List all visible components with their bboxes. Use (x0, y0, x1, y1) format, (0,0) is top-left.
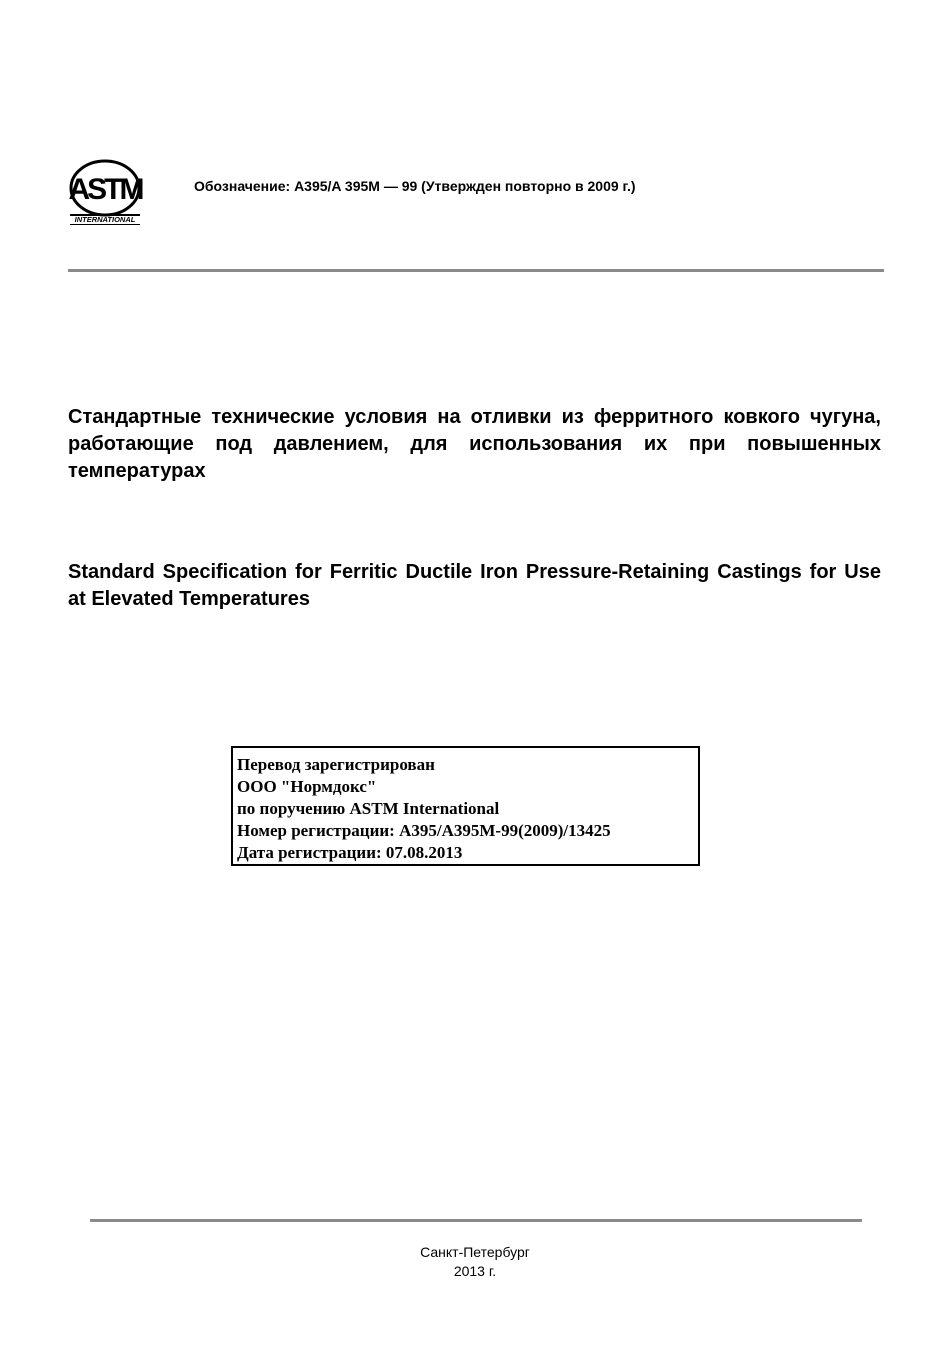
logo-letters: ASTM (68, 173, 142, 206)
footer-year: 2013 г. (453, 1263, 497, 1279)
title-english: Standard Specification for Ferritic Ductile Iron Pressure-Retaining Castings for Use at Elevated Temperatures (68, 561, 881, 610)
document-designation: Обозначение: A395/A 395M — 99 (Утвержден повторно в 2009 г.) (194, 178, 636, 194)
footer-city: Санкт-Петербург (420, 1244, 530, 1260)
registration-line-date: Дата регистрации: 07.08.2013 (237, 843, 463, 862)
registration-line-translated: Перевод зарегистрирован (237, 755, 435, 774)
registration-box (231, 746, 700, 866)
logo-subtext: INTERNATIONAL (74, 215, 136, 224)
astm-logo (66, 158, 144, 228)
registration-line-number: Номер регистрации: A395/A395M-99(2009)/13425 (237, 821, 611, 840)
registration-line-commissioned: по поручению ASTM International (237, 799, 500, 818)
registration-line-company: ООО "Нормдокс" (237, 777, 377, 796)
title-russian: Стандартные технические условия на отливки из ферритного ковкого чугуна, работающие под давлением, для использования их при повышенных температурах (68, 406, 881, 482)
header-divider (68, 269, 884, 272)
footer-divider (90, 1219, 862, 1222)
footer (0, 1243, 950, 1281)
